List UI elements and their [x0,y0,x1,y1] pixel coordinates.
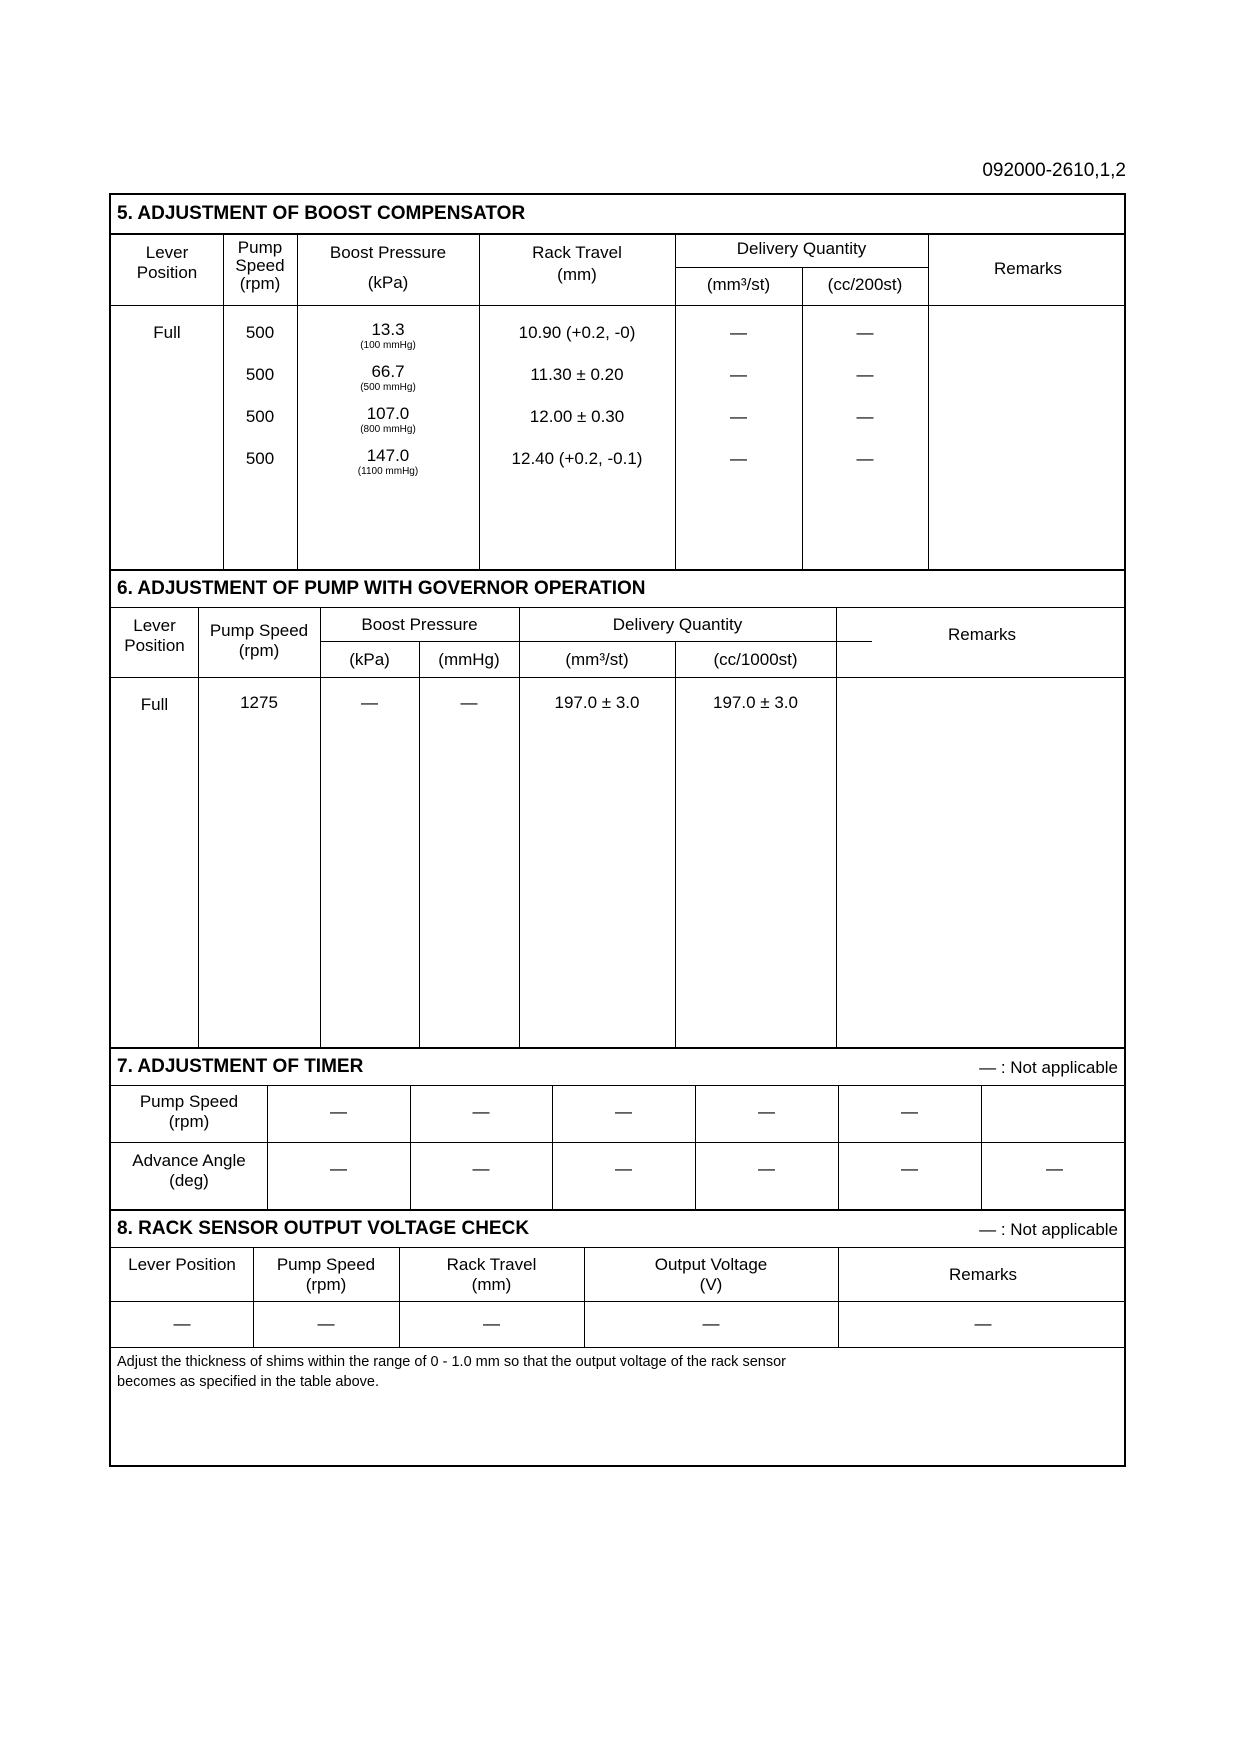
header-pump-speed: Pump Speed (rpm) [235,238,285,293]
boost-value: 66.7 [371,362,405,381]
value-cell: — [483,1314,500,1333]
header-remarks: Remarks [947,625,1016,644]
divider [111,569,1124,571]
boost-value: 13.3 [371,320,405,339]
row-speed: 500 [245,323,275,342]
row-rack: 12.00 ± 0.30 [529,407,625,426]
column-divider [320,607,321,1047]
divider [111,1301,1124,1302]
divider [111,1247,1124,1248]
angle-value: — [330,1159,347,1178]
not-applicable-note: — : Not applicable [979,1220,1118,1239]
speed-value: — [330,1102,347,1121]
row-q2: — [856,407,874,426]
row-speed: 1275 [240,693,278,712]
header-boost-kpa: (kPa) [349,650,390,669]
boost-mmhg: (100 mmHg) [360,339,416,351]
header-delivery-quantity: Delivery Quantity [612,615,743,634]
footnote: Adjust the thickness of shims within the range of 0 - 1.0 mm so that the output voltage of the rack sensor becomes as specified in the table above. [117,1354,786,1390]
boost-value: 107.0 [366,404,410,423]
row-q2: 197.0 ± 3.0 [713,693,798,712]
divider [111,1142,1124,1143]
row-lever: Full [140,695,169,714]
section8-title: 8. RACK SENSOR OUTPUT VOLTAGE CHECK [117,1218,530,1239]
column-divider [519,607,520,1047]
header-lever-position: Lever Position [128,1255,236,1274]
row-boost [297,446,479,478]
column-divider [198,607,199,1047]
boost-value: 147.0 [366,446,410,465]
value-cell: — [702,1314,720,1333]
divider [111,305,1124,306]
angle-value: — [1046,1159,1063,1178]
column-divider [981,1085,982,1209]
column-divider [836,607,837,1047]
header-delivery-quantity: Delivery Quantity [736,239,867,258]
header-pump-speed: Pump Speed (rpm) [209,621,309,660]
adjustment-form [109,193,1126,1467]
header-delivery-unit-mm3: (mm³/st) [565,650,629,669]
section5-title: 5. ADJUSTMENT OF BOOST COMPENSATOR [117,203,526,224]
not-applicable-note: — : Not applicable [979,1058,1118,1077]
advance-angle-label: Advance Angle (deg) [132,1151,246,1190]
boost-mmhg: (1100 mmHg) [357,465,419,477]
row-q2: — [856,365,874,384]
header-delivery-unit-mm3: (mm³/st) [706,275,771,294]
row-speed: 500 [245,449,275,468]
boost-mmhg: (500 mmHg) [360,381,416,393]
row-q1: — [730,365,747,384]
row-boost [297,404,479,436]
angle-value: — [758,1159,775,1178]
header-boost-mmhg: (mmHg) [438,650,500,669]
row-boost [297,362,479,394]
header-rack-travel: Rack Travel (mm) [446,1255,537,1294]
header-lever-position: Lever Position [124,616,185,655]
header-remarks: Remarks [948,1265,1017,1284]
pump-speed-label: Pump Speed (rpm) [139,1092,239,1131]
row-q1: — [730,323,747,342]
divider [111,607,1124,608]
angle-value: — [472,1159,490,1178]
divider [111,1347,1124,1348]
divider [675,267,928,268]
angle-value: — [901,1159,918,1178]
row-rack: 10.90 (+0.2, -0) [518,323,636,342]
row-boost-kpa: — [361,693,378,712]
speed-value: — [472,1102,490,1121]
section6-title: 6. ADJUSTMENT OF PUMP WITH GOVERNOR OPERATION [117,578,646,599]
row-speed: 500 [245,365,275,384]
row-q1: — [730,449,747,468]
row-boost [297,320,479,352]
row-q2: — [856,449,874,468]
divider [111,677,1124,678]
value-cell: — [173,1314,191,1333]
speed-value: — [758,1102,775,1121]
row-q1: — [730,407,747,426]
divider [320,641,872,642]
row-speed: 500 [245,407,275,426]
divider [111,233,1124,235]
column-divider [928,233,929,569]
row-q1: 197.0 ± 3.0 [554,693,640,712]
header-boost-pressure: Boost Pressure [361,615,478,634]
row-rack: 11.30 ± 0.20 [530,365,624,384]
header-delivery-unit-cc: (cc/200st) [827,275,903,294]
header-boost-unit: (kPa) [367,273,409,292]
divider [111,1085,1124,1086]
header-output-voltage: Output Voltage (V) [654,1255,768,1294]
value-cell: — [974,1314,992,1333]
row-q2: — [856,323,874,342]
divider [111,1209,1124,1211]
divider [111,1047,1124,1049]
document-number: 092000-2610,1,2 [982,160,1126,181]
angle-value: — [615,1159,632,1178]
header-pump-speed: Pump Speed (rpm) [276,1255,376,1294]
header-remarks: Remarks [993,259,1062,278]
header-rack-travel: Rack Travel [532,243,622,262]
row-rack: 12.40 (+0.2, -0.1) [511,449,643,468]
row-boost-mmhg: — [460,693,478,712]
header-rack-unit: (mm) [557,265,597,284]
row-lever: Full [153,323,181,342]
header-lever-position: Lever Position [136,243,198,282]
speed-value: — [615,1102,632,1121]
speed-value: — [901,1102,918,1121]
header-boost-pressure: Boost Pressure [329,243,447,262]
value-cell: — [317,1314,335,1333]
header-delivery-unit-cc: (cc/1000st) [713,650,798,669]
boost-mmhg: (800 mmHg) [360,423,416,435]
section7-title: 7. ADJUSTMENT OF TIMER [117,1056,364,1077]
